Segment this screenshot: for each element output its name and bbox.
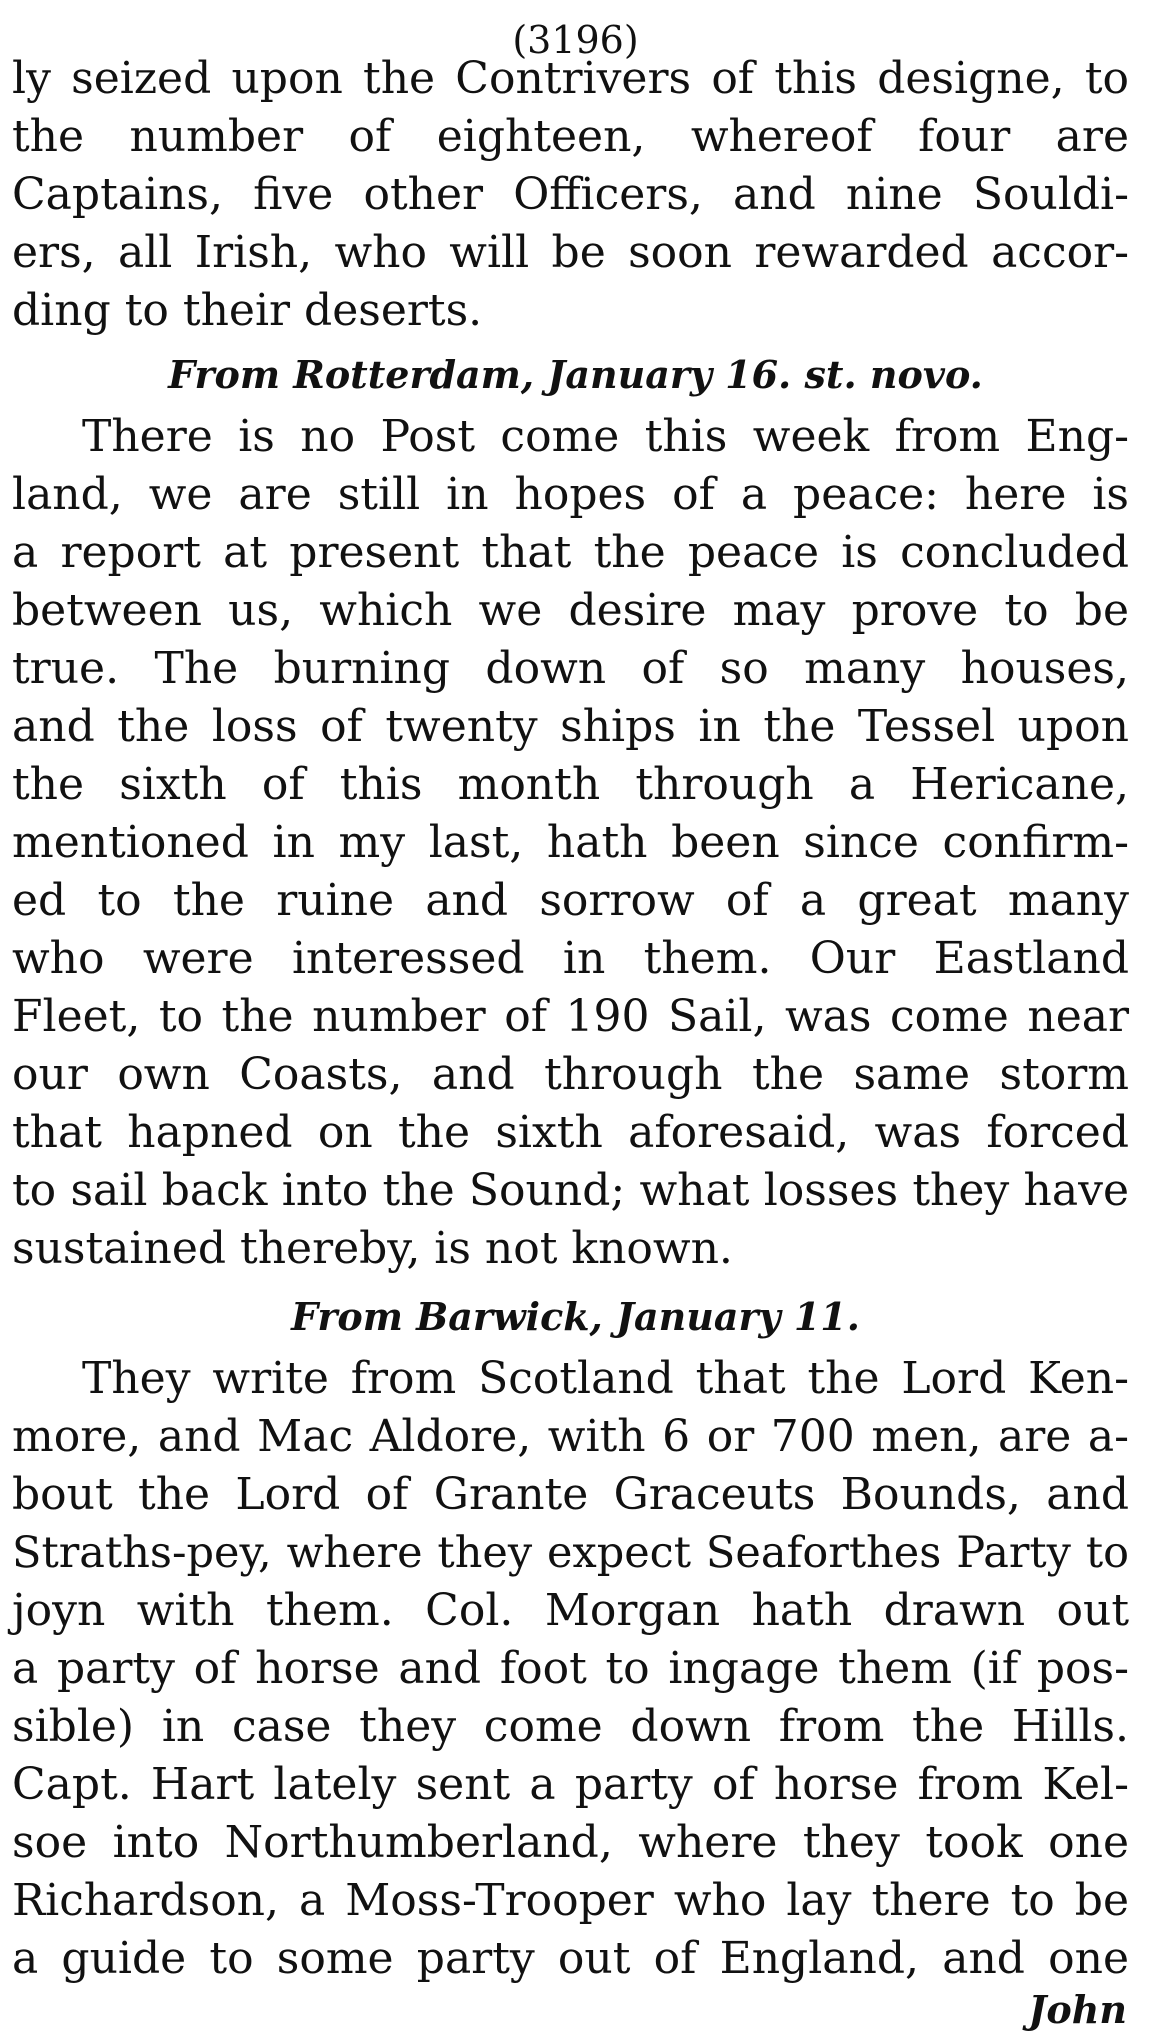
text-line: land, we are still in hopes of a peace: here is bbox=[12, 469, 1129, 520]
catchword: John bbox=[1028, 1987, 1127, 2032]
text-line: mentioned in my last, hath been since confirm- bbox=[12, 817, 1129, 868]
text-line: ly seized upon the Contrivers of this designe, to bbox=[12, 53, 1129, 104]
text-line: bout the Lord of Grante Graceuts Bounds, and bbox=[12, 1469, 1129, 1520]
text-line: They write from Scotland that the Lord Ken- bbox=[82, 1353, 1129, 1404]
text-line: Captains, five other Officers, and nine Souldi- bbox=[12, 169, 1129, 220]
text-line: Fleet, to the number of 190 Sail, was come near bbox=[12, 991, 1129, 1042]
text-line: a guide to some party out of England, and one bbox=[12, 1933, 1129, 1984]
dispatch-heading: From Rotterdam, January 16. st. novo. bbox=[168, 352, 983, 397]
text-line: Straths-pey, where they expect Seaforthes Party to bbox=[12, 1528, 1129, 1578]
text-line: ding to their deserts. bbox=[12, 285, 483, 336]
text-line: who were interessed in them. Our Eastland bbox=[12, 933, 1129, 984]
text-line: and the loss of twenty ships in the Tessel upon bbox=[12, 701, 1129, 752]
text-line: ed to the ruine and sorrow of a great many bbox=[12, 875, 1129, 926]
text-line: that hapned on the sixth aforesaid, was forced bbox=[12, 1107, 1129, 1158]
text-line: ers, all Irish, who will be soon rewarded accor- bbox=[12, 227, 1129, 278]
text-line: more, and Mac Aldore, with 6 or 700 men, are a- bbox=[12, 1411, 1129, 1462]
text-line: Capt. Hart lately sent a party of horse from Kel- bbox=[12, 1759, 1129, 1810]
text-line: sustained thereby, is not known. bbox=[12, 1223, 733, 1274]
text-line: There is no Post come this week from Eng- bbox=[82, 411, 1129, 462]
text-line: true. The burning down of so many houses, bbox=[12, 643, 1129, 694]
text-line: joyn with them. Col. Morgan hath drawn out bbox=[12, 1585, 1129, 1636]
page-number: (3196) bbox=[512, 18, 639, 62]
text-line: a report at present that the peace is concluded bbox=[12, 527, 1129, 578]
text-line: the sixth of this month through a Hericane, bbox=[12, 759, 1129, 810]
text-line: a party of horse and foot to ingage them (if pos- bbox=[12, 1643, 1129, 1694]
text-line: sible) in case they come down from the Hills. bbox=[12, 1701, 1129, 1752]
text-line: soe into Northumberland, where they took one bbox=[12, 1817, 1129, 1868]
text-line: between us, which we desire may prove to be bbox=[12, 585, 1129, 636]
text-line: the number of eighteen, whereof four are bbox=[12, 111, 1129, 162]
text-line: to sail back into the Sound; what losses they have bbox=[12, 1165, 1129, 1216]
text-line: Richardson, a Moss-Trooper who lay there to be bbox=[12, 1875, 1129, 1926]
dispatch-heading: From Barwick, January 11. bbox=[291, 1294, 860, 1339]
text-line: our own Coasts, and through the same storm bbox=[12, 1049, 1129, 1100]
